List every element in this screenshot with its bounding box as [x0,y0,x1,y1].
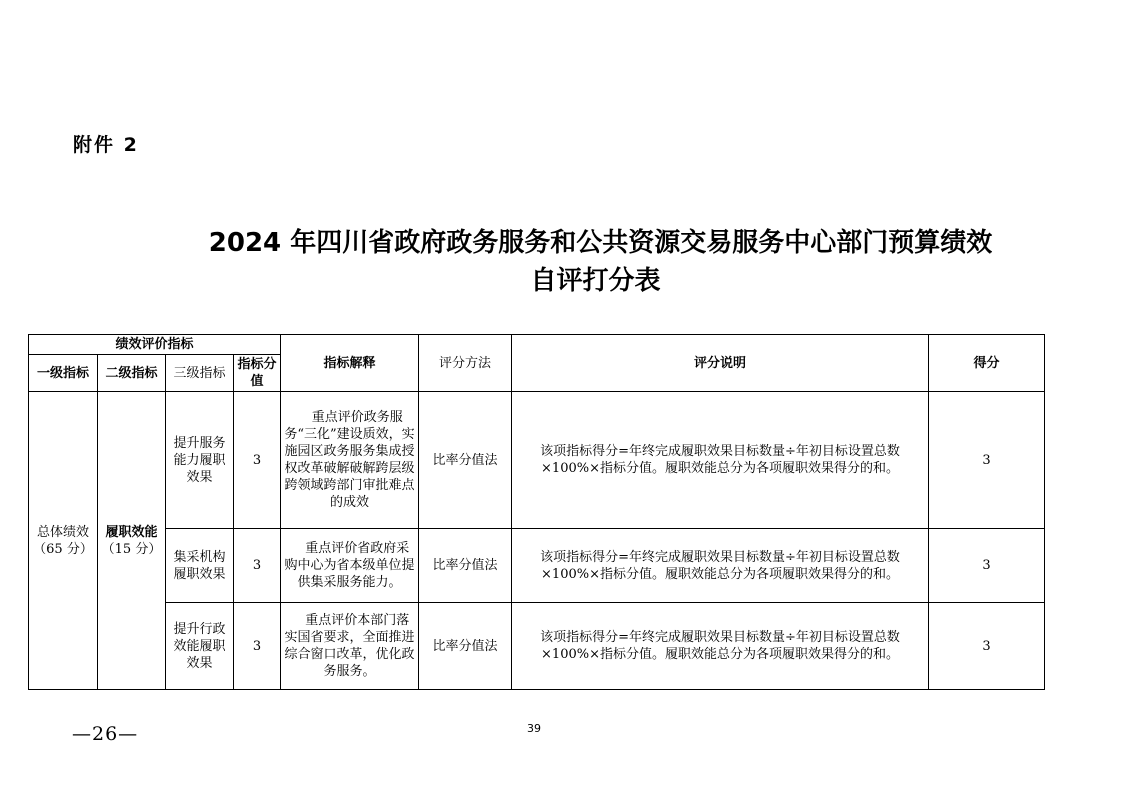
table-row [29,529,1045,603]
title-line-2: 自评打分表 [530,266,661,296]
table-row [29,392,1045,529]
table-row [29,603,1045,690]
level2-label: 履职效能 [105,524,158,540]
footer-page-label: —26— [72,723,139,745]
weight-cell: 3 [234,529,281,603]
level3-cell: 集采机构履职效果 [166,529,234,603]
explanation-cell [281,392,419,529]
description-cell: 该项指标得分=年终完成履职效果目标数量÷年初目标设置总数×100%×指标分值。履职效能总分为各项履职效果得分的和。 [512,529,929,603]
score-cell: 3 [929,603,1045,690]
attachment-label: 附件 2 [73,134,139,156]
weight-cell: 3 [234,392,281,529]
header-description: 评分说明 [512,335,929,392]
score-cell: 3 [929,529,1045,603]
header-explanation: 指标解释 [281,335,419,392]
header-level3: 三级指标 [166,355,234,392]
document-title [0,224,1121,300]
score-cell: 3 [929,392,1045,529]
explanation-text: 重点评价政务服务“三化”建设质效，实施园区政务服务集成授权改革破解破解跨层级跨领域跨部门审批难点的成效 [284,410,415,510]
page-number: 39 [527,722,541,735]
explanation-cell [281,603,419,690]
explanation-text: 重点评价本部门落实国省要求，全面推进综合窗口改革，优化政务服务。 [284,613,415,679]
header-level2: 二级指标 [98,355,166,392]
weight-cell: 3 [234,603,281,690]
level3-cell: 提升服务能力履职效果 [166,392,234,529]
method-cell: 比率分值法 [419,603,512,690]
description-cell: 该项指标得分=年终完成履职效果目标数量÷年初目标设置总数×100%×指标分值。履职效能总分为各项履职效果得分的和。 [512,392,929,529]
level2-points: （15 分） [101,541,162,557]
level1-cell: 总体绩效（65 分） [29,392,98,690]
explanation-text: 重点评价省政府采购中心为省本级单位提供集采服务能力。 [284,541,415,590]
header-score: 得分 [929,335,1045,392]
method-cell: 比率分值法 [419,529,512,603]
description-cell: 该项指标得分=年终完成履职效果目标数量÷年初目标设置总数×100%×指标分值。履职效能总分为各项履职效果得分的和。 [512,603,929,690]
header-method: 评分方法 [419,335,512,392]
header-weight: 指标分值 [234,355,281,392]
level3-cell: 提升行政效能履职效果 [166,603,234,690]
score-table [28,334,1045,690]
level2-cell [98,392,166,690]
title-line-1: 2024 年四川省政府政务服务和公共资源交易服务中心部门预算绩效 [208,228,993,258]
method-cell: 比率分值法 [419,392,512,529]
group-header: 绩效评价指标 [29,335,281,355]
explanation-cell [281,529,419,603]
header-level1: 一级指标 [29,355,98,392]
